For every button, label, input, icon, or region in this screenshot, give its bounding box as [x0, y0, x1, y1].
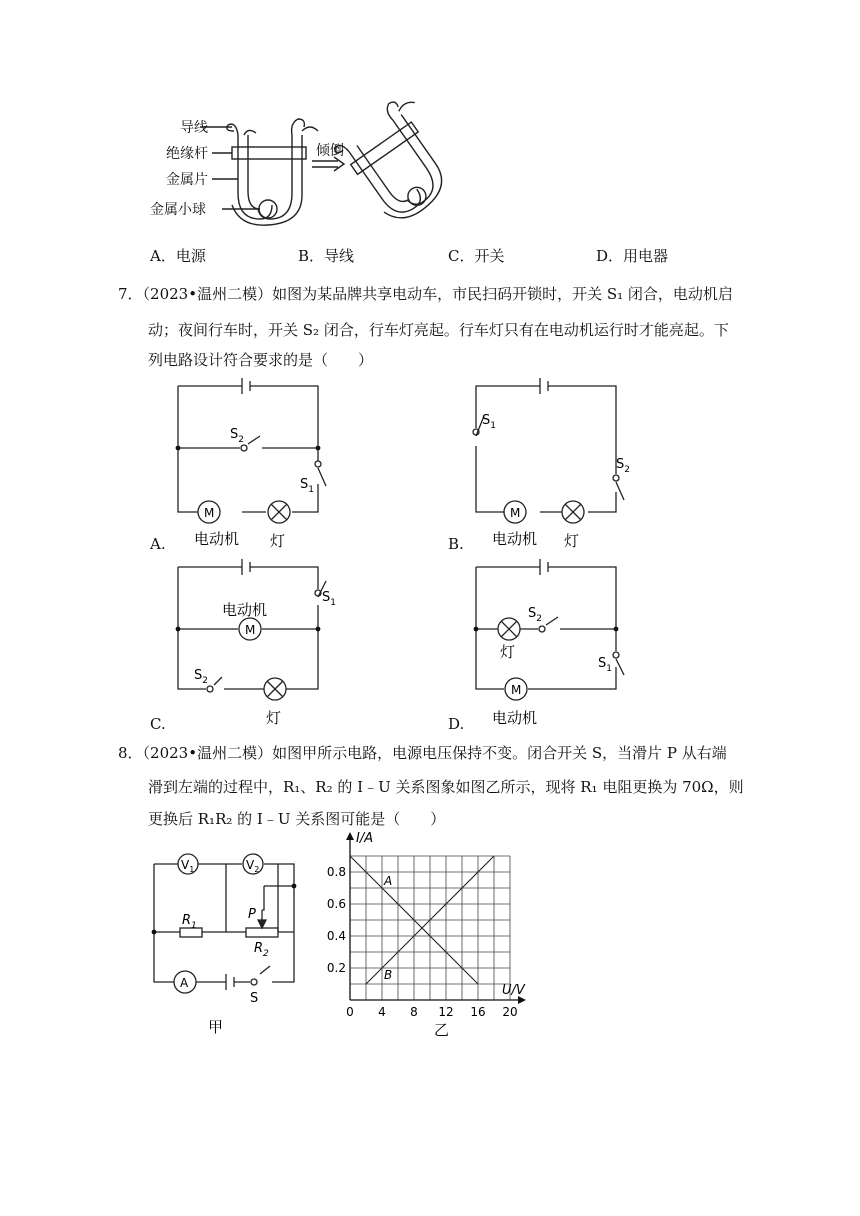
q7-option-c[interactable]: C. — [150, 715, 166, 733]
annotation-b: B — [384, 968, 393, 983]
motor-label: 电动机 — [492, 709, 538, 727]
q8-text-line-1: 8．（2023•温州二模）如图甲所示电路，电源电压保持不变。闭合开关 S，当滑片 P 从右端 — [118, 744, 727, 762]
q8-iu-chart — [310, 830, 530, 1040]
y-tick-label: 0.8 — [326, 865, 346, 879]
q6-option-a[interactable]: A．电源 — [150, 247, 206, 265]
x-tick-label: 20 — [502, 1005, 518, 1019]
q8-circuit-jia — [146, 848, 306, 1038]
figure-yi-caption: 乙 — [434, 1021, 450, 1039]
slider-p-label: P — [248, 907, 256, 922]
motor-m-symbol: M — [245, 623, 256, 637]
q7-option-b[interactable]: B. — [448, 535, 464, 553]
q6-option-c[interactable]: C．开关 — [448, 247, 505, 265]
q7-text-line-2: 动；夜间行车时，开关 S₂ 闭合，行车灯亮起。行车灯只有在电动机运行时才能亮起。下 — [148, 321, 729, 339]
lamp-label: 灯 — [270, 532, 286, 550]
motor-m-symbol: M — [511, 683, 522, 697]
x-tick-label: 8 — [410, 1005, 418, 1019]
annotation-a: A — [384, 873, 393, 888]
label-wire: 导线 — [180, 120, 208, 136]
q7-circuit-b — [468, 374, 628, 554]
y-tick-label: 0.6 — [326, 897, 346, 911]
x-tick-label: 0 — [346, 1005, 354, 1019]
q7-circuit-a — [170, 374, 330, 554]
switch-s2-label: $S_2$ — [194, 668, 208, 686]
label-tilt: 倾倒 — [316, 143, 344, 159]
motor-label: 电动机 — [194, 530, 240, 548]
y-axis-label: I/A — [356, 831, 374, 846]
q6-option-d[interactable]: D．用电器 — [596, 247, 669, 265]
y-tick-label: 0.4 — [326, 929, 346, 943]
motor-m-symbol: M — [204, 506, 215, 520]
label-metal-ball: 金属小球 — [150, 202, 206, 218]
switch-s2-label: $S_2$ — [230, 427, 244, 445]
voltmeter-v1-symbol: $V_1$ — [181, 858, 195, 874]
ammeter-symbol: A — [180, 976, 189, 990]
resistor-r2-label: $R_2$ — [254, 941, 269, 959]
label-metal-sheet: 金属片 — [166, 172, 208, 188]
switch-s1-label: $S_1$ — [322, 590, 336, 608]
switch-s2-label: $S_2$ — [528, 606, 542, 624]
lamp-label: 灯 — [500, 643, 516, 661]
q7-option-d[interactable]: D. — [448, 715, 465, 733]
x-tick-label: 12 — [438, 1005, 454, 1019]
q7-option-a[interactable]: A. — [150, 535, 166, 553]
switch-s1-label: $S_1$ — [598, 656, 612, 674]
q8-text-line-2: 滑到左端的过程中，R₁、R₂ 的 I﹣U 关系图象如图乙所示，现将 R₁ 电阻更换为 70Ω，则 — [148, 778, 744, 796]
q7-text-line-1: 7．（2023•温州二模）如图为某品牌共享电动车，市民扫码开锁时，开关 S₁ 闭合，电动机启 — [118, 285, 733, 303]
switch-s-label: S — [250, 991, 259, 1006]
y-tick-label: 0.2 — [326, 961, 346, 975]
switch-s2-label: $S_2$ — [616, 457, 630, 475]
q7-circuit-c — [170, 555, 340, 730]
q6-figure — [140, 105, 480, 235]
motor-label: 电动机 — [222, 601, 268, 619]
resistor-r1-label: $R_1$ — [182, 913, 197, 931]
lamp-label: 灯 — [266, 709, 282, 727]
q7-text-line-3: 列电路设计符合要求的是（ ） — [148, 351, 374, 369]
q8-text-line-3: 更换后 R₁R₂ 的 I﹣U 关系图可能是（ ） — [148, 810, 446, 828]
figure-jia-caption: 甲 — [208, 1018, 224, 1036]
x-axis-label: U/V — [502, 983, 525, 998]
switch-s1-label: $S_1$ — [482, 413, 496, 431]
voltmeter-v2-symbol: $V_2$ — [246, 858, 260, 874]
x-tick-label: 16 — [470, 1005, 486, 1019]
label-insulating-rod: 绝缘杆 — [166, 146, 208, 162]
x-tick-label: 4 — [378, 1005, 386, 1019]
motor-m-symbol: M — [510, 506, 521, 520]
switch-s1-label: $S_1$ — [300, 477, 314, 495]
lamp-label: 灯 — [564, 532, 580, 550]
motor-label: 电动机 — [492, 530, 538, 548]
y-axis-arrow — [346, 832, 354, 840]
q6-option-b[interactable]: B．导线 — [298, 247, 355, 265]
q7-circuit-d — [468, 555, 638, 730]
